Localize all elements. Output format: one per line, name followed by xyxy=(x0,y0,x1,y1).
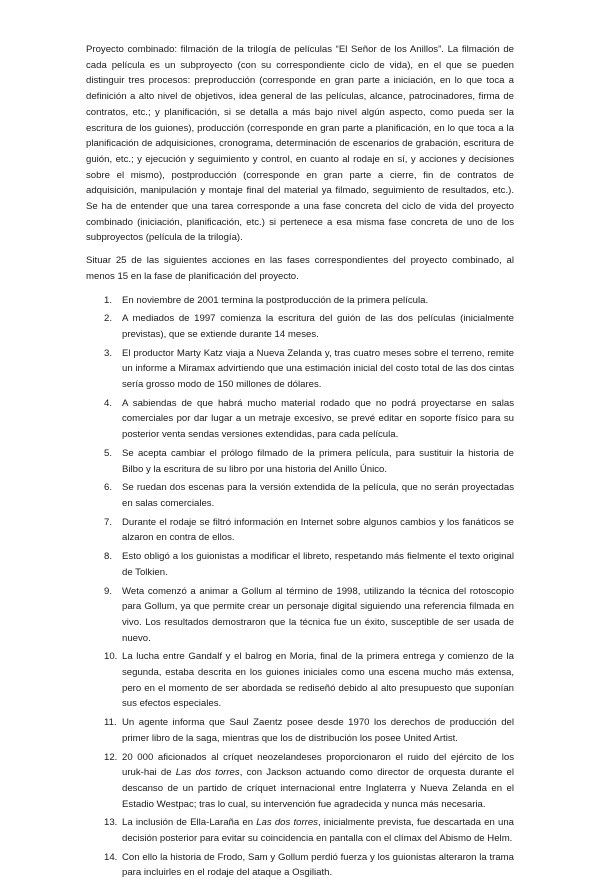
list-item xyxy=(86,480,514,511)
item-number: 6. xyxy=(104,482,113,494)
item-text: A mediados de 1997 comienza la escritura del guión de las dos películas (inicialmente previstas), que se extiende durante 14 meses. xyxy=(122,313,514,340)
item-number: 2. xyxy=(104,313,113,325)
item-number: 11. xyxy=(104,717,117,729)
list-item xyxy=(86,549,514,580)
list-item xyxy=(86,396,514,443)
item-number: 12. xyxy=(104,751,118,763)
item-number: 14. xyxy=(104,851,118,863)
list-item xyxy=(86,649,514,712)
item-number: 5. xyxy=(104,447,113,459)
item-text: Se ruedan dos escenas para la versión extendida de la película, que no serán proyectadas en salas comerciales. xyxy=(122,482,514,509)
item-text: Se acepta cambiar el prólogo filmado de la primera película, para sustituir la historia de Bilbo y la escritura de su libro por una historia del Anillo Único. xyxy=(122,447,514,475)
item-text-end: , con Jackson actuando como director de orquesta durante el descanso de un partido de críquet internacional entre Inglaterra y Nueva Zelanda en el Estadio Westpac; tras lo cual, su intervención fue agradecida y nunca más necesaria. xyxy=(122,767,514,810)
item-text-start: 20 000 aficionados al críquet neozelandeses proporcionaron el ruido del ejército de los uruk-hai de xyxy=(122,751,514,779)
item-text: Durante el rodaje se filtró información en Internet sobre algunos cambios y los fanáticos se alzaron en contra de ellos. xyxy=(122,516,514,544)
item-number: 1. xyxy=(104,294,113,306)
list-item xyxy=(86,293,514,309)
list-item xyxy=(86,750,514,813)
list-item xyxy=(86,715,514,746)
task-statement: Situar 25 de las siguientes acciones en las fases correspondientes del proyecto combinado, al menos 15 en la fase de planificación del proyecto. xyxy=(86,255,514,282)
book-title: Las dos torres xyxy=(256,817,318,829)
intro-paragraph: Proyecto combinado: filmación de la trilogía de películas “El Señor de los Anillos”. La filmación de cada película es un subproyecto (con su correspondiente ciclo de vida), en el que se pueden distinguir tres procesos: preproducción (corresponde en gran parte a iniciación, en lo que toca a definición a alto nivel de objetivos, idea general de las películas, alcance, patrocinadores, firma de contratos, etc.; y planificación, si se detalla a más bajo nivel algún aspecto, como pueda ser la escritura de los guiones), producción (corresponde en gran parte a planificación, en lo que toca a la planificación de adquisiciones, cronograma, determinación de escenarios de grabación, escritura de guión, etc.; y ejecución y seguimiento y control, en cuanto al rodaje en sí, y acciones y decisiones sobre el mismo), postproducción (corresponde en gran parte a cierre, fin de contratos de adquisición, manipulación y montaje final del material ya filmado, seguimiento de resultados, etc.). Se ha de entender que una tarea corresponde a una fase concreta del ciclo de vida del proyecto combinado (iniciación, planificación, etc.) si pertenece a esa misma fase concreta de uno de los subproyectos (película de la trilogía). xyxy=(86,44,514,244)
item-number: 7. xyxy=(104,516,113,528)
item-text: La lucha entre Gandalf y el balrog en Moria, final de la primera entrega y comienzo de la segunda, estaba descrita en los guiones iniciales como una escena mucho más extensa, pero en el momento de ser abordada se rediseñó debido al alto presupuesto que suponían sus efectos especiales. xyxy=(122,651,514,710)
item-text: Con ello la historia de Frodo, Sam y Gollum perdió fuerza y los guionistas alteraron la trama para incluirles en el rodaje del ataque a Osgiliath. xyxy=(122,851,514,879)
item-number: 9. xyxy=(104,585,113,597)
item-text: Un agente informa que Saul Zaentz posee desde 1970 los derechos de producción del primer libro de la saga, mientras que los de distribución los posee United Artist. xyxy=(122,717,514,744)
item-text: Weta comenzó a animar a Gollum al término de 1998, utilizando la técnica del rotoscopio para Gollum, ya que permite crear un personaje digital siguiendo una referencia filmada en vivo. Los resultados demostraron que la técnica fue un éxito, susceptible de ser usada de nuevo. xyxy=(122,585,514,644)
item-text: En noviembre de 2001 termina la postproducción de la primera película. xyxy=(122,294,429,306)
item-text-end: , inicialmente prevista, fue descartada en una decisión posterior para evitar su coincidencia en pantalla con el clímax del Abismo de Helm. xyxy=(122,817,514,845)
item-text-start: La inclusión de Ella-Laraña en xyxy=(122,817,257,829)
item-number: 13. xyxy=(104,817,118,829)
list-item xyxy=(86,850,514,881)
list-item xyxy=(86,515,514,546)
item-text: Esto obligó a los guionistas a modificar el libreto, respetando más fielmente el texto original de Tolkien. xyxy=(122,551,514,578)
item-number: 8. xyxy=(104,551,113,563)
list-item xyxy=(86,584,514,647)
list-item xyxy=(86,311,514,342)
list-item xyxy=(86,815,514,846)
item-text: El productor Marty Katz viaja a Nueva Zelanda y, tras cuatro meses sobre el terreno, remite un informe a Miramax advirtiendo que una estimación inicial del costo total de las dos cintas sería grosso modo de 150 millones de dólares. xyxy=(122,347,514,391)
list-item xyxy=(86,346,514,393)
actions-list xyxy=(86,293,514,881)
item-number: 4. xyxy=(104,397,113,409)
book-title: Las dos torres xyxy=(175,767,240,779)
list-item xyxy=(86,446,514,477)
item-number: 10. xyxy=(104,651,118,663)
item-text: A sabiendas de que habrá mucho material rodado que no podrá proyectarse en salas comerciales por dar lugar a un metraje excesivo, se prevé editar en soporte físico para su posterior venta sendas versiones extendidas, para cada película. xyxy=(122,397,514,441)
item-number: 3. xyxy=(104,347,113,359)
